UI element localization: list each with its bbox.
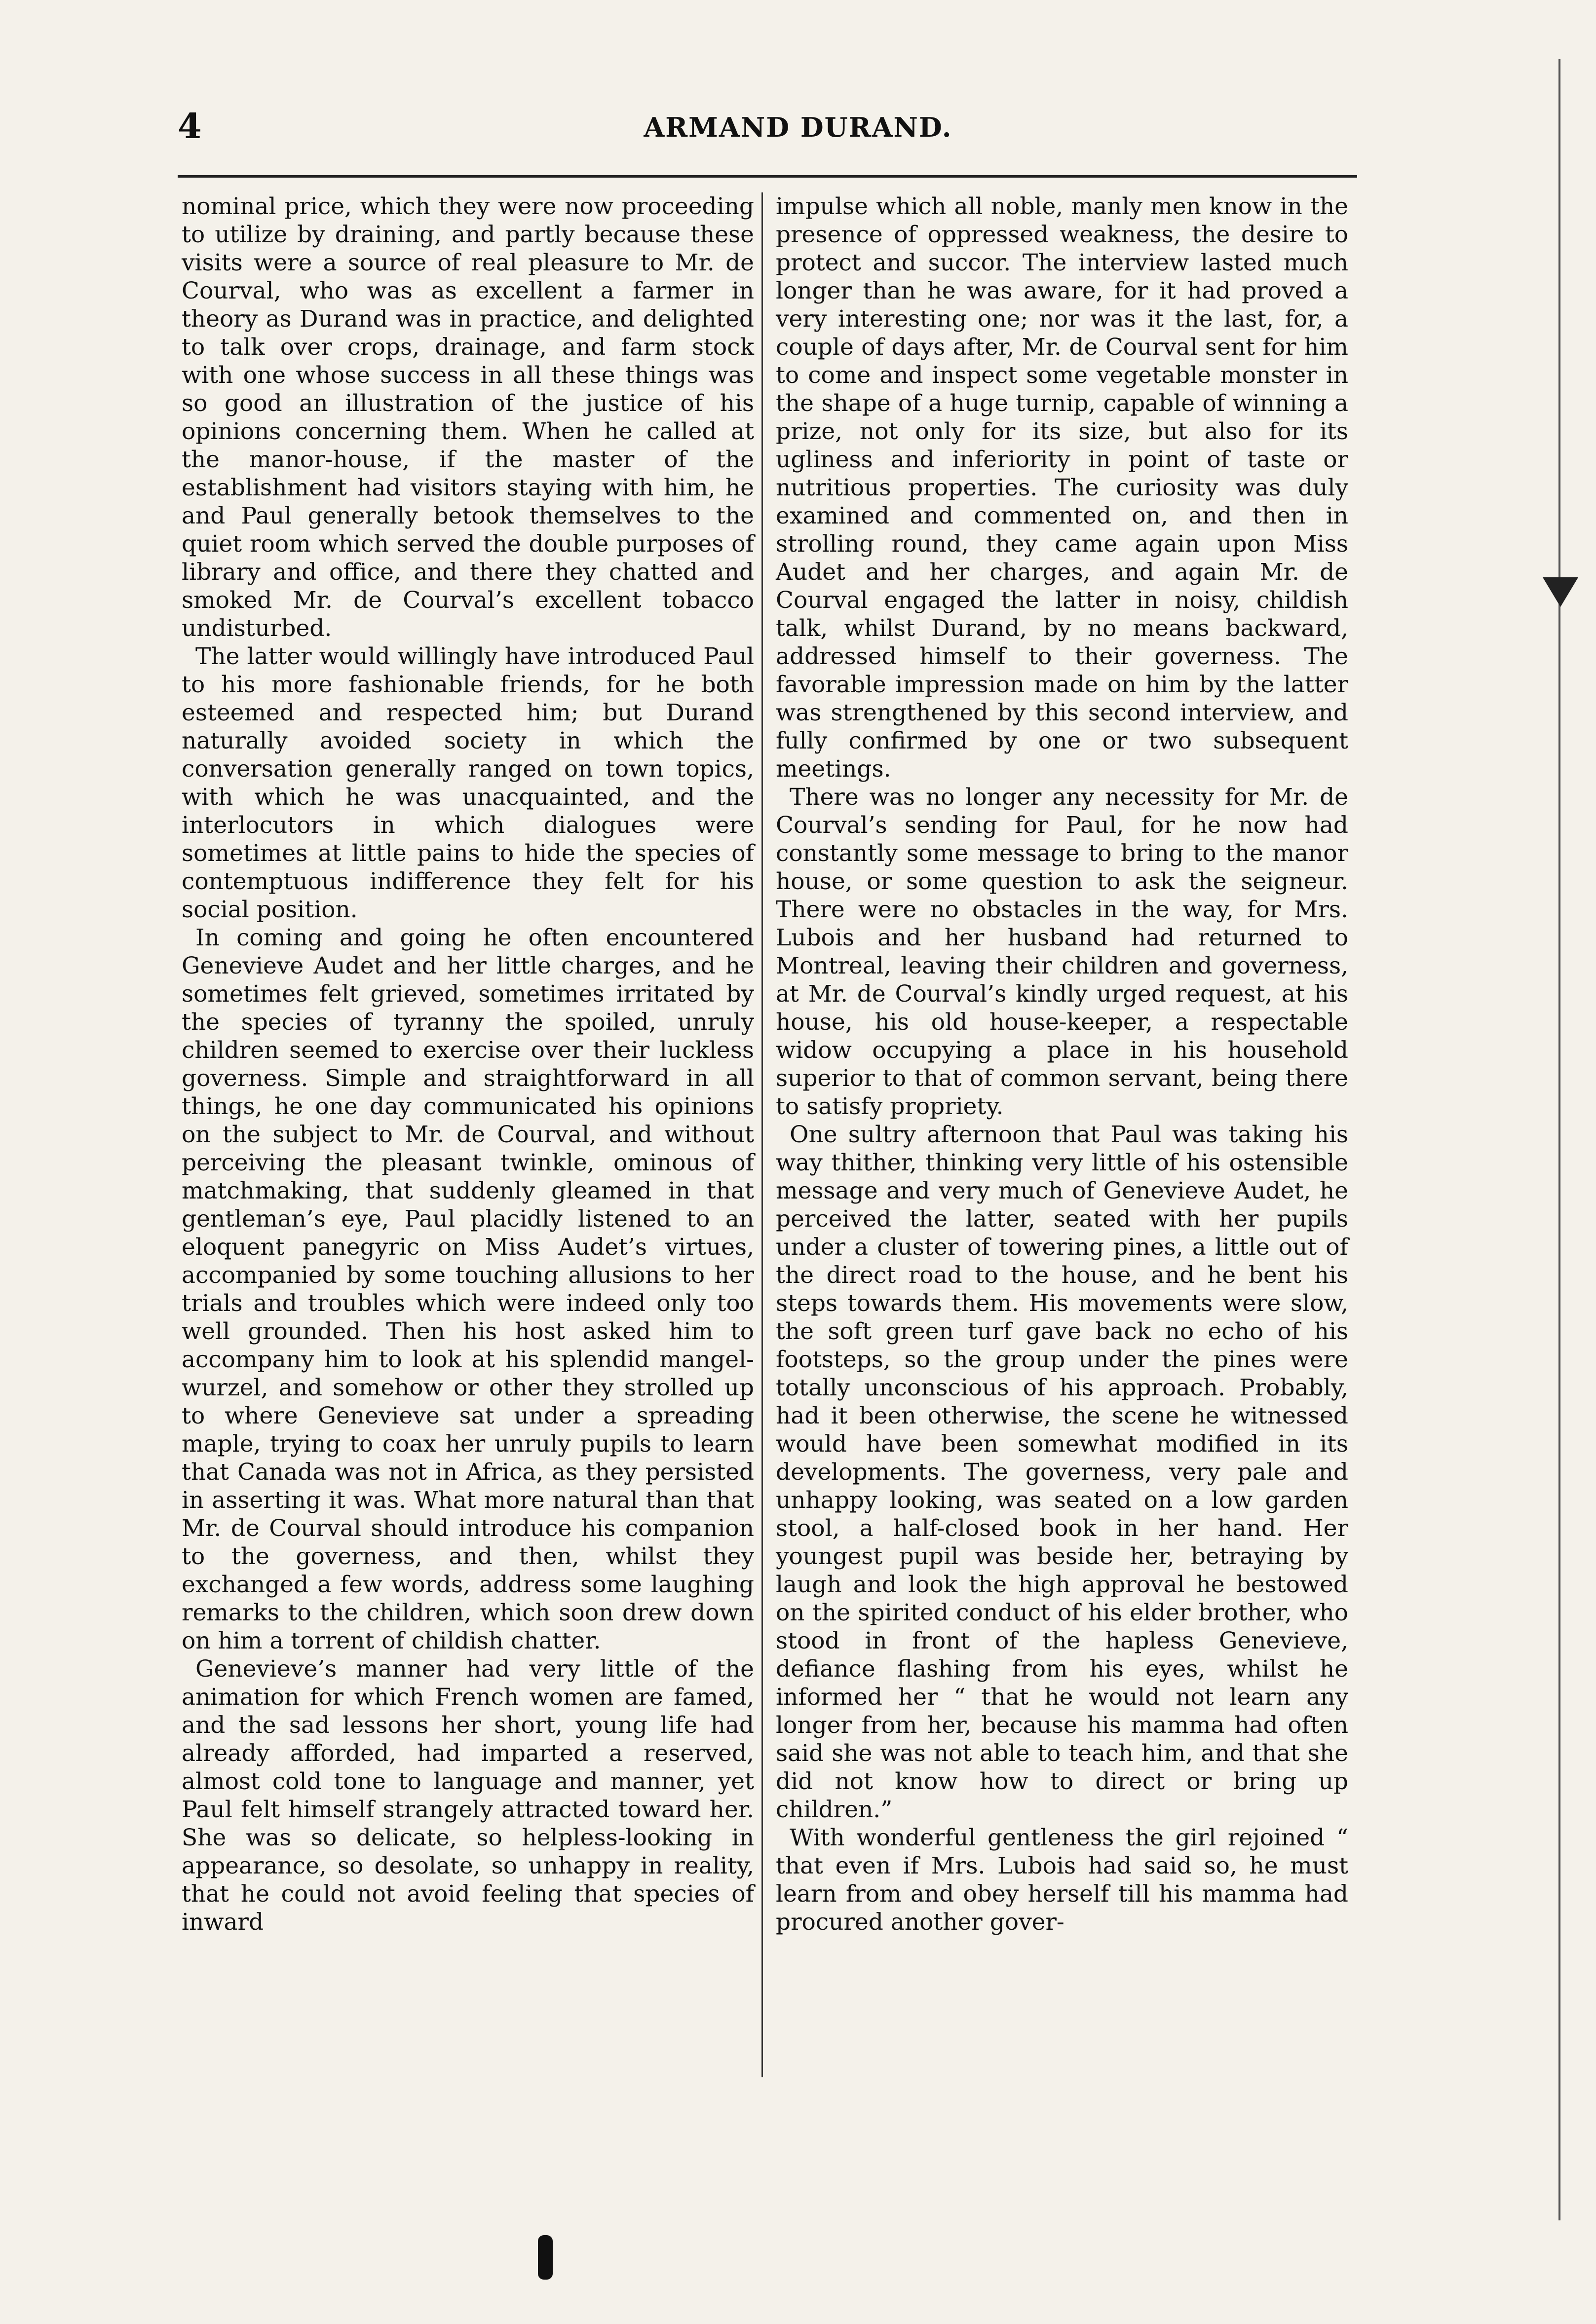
- paragraph: With wonderful gentleness the girl rejoined “ that even if Mrs. Lubois had said so, he must learn from and obey herself till his mamma had procured another gover-: [776, 1824, 1348, 1936]
- column-rule: [761, 192, 763, 2077]
- margin-line: [1558, 59, 1560, 2220]
- left-column: [182, 192, 754, 1936]
- paragraph: There was no longer any necessity for Mr. de Courval’s sending for Paul, for he now had constantly some message to bring to the manor house, or some question to ask the seigneur. There were no obstacles in the way, for Mrs. Lubois and her husband had returned to Montreal, leaving their children and governess, at Mr. de Courval’s kindly urged request, at his house, his old house-keeper, a respectable widow occupying a place in his household superior to that of common servant, being there to satisfy propriety.: [776, 784, 1348, 1120]
- paragraph: nominal price, which they were now proceeding to utilize by draining, and partly because these visits were a source of real pleasure to Mr. de Courval, who was as excellent a farmer in theory as Durand was in practice, and delighted to talk over crops, drainage, and farm stock with one whose success in all these things was so good an illustration of the justice of his opinions concerning them. When he called at the manor-house, if the master of the establishment had visitors staying with him, he and Paul generally betook themselves to the quiet room which served the double purposes of library and office, and there they chatted and smoked Mr. de Courval’s excellent tobacco undisturbed.: [182, 193, 754, 642]
- header-rule: [178, 175, 1357, 178]
- page-number: 4: [178, 106, 202, 147]
- margin-arrow-icon: [1543, 577, 1578, 607]
- right-column: [776, 192, 1348, 1936]
- ink-blot: [538, 2235, 553, 2280]
- paragraph: One sultry afternoon that Paul was taking his way thither, thinking very little of his ostensible message and very much of Genevieve Audet, he perceived the latter, seated with her pupils under a cluster of towering pines, a little out of the direct road to the house, and he bent his steps towards them. His movements were slow, the soft green turf gave back no echo of his footsteps, so the group under the pines were totally unconscious of his approach. Probably, had it been otherwise, the scene he witnessed would have been somewhat modified in its developments. The governess, very pale and unhappy looking, was seated on a low garden stool, a half-closed book in her hand. Her youngest pupil was beside her, betraying by laugh and look the high approval he bestowed on the spirited conduct of his elder brother, who stood in front of the hapless Genevieve, defiance flashing from his eyes, whilst he informed her “ that he would not learn any longer from her, because his mamma had often said she was not able to teach him, and that she did not know how to direct or bring up children.”: [776, 1121, 1348, 1823]
- running-header: ARMAND DURAND.: [644, 112, 952, 143]
- paragraph: Genevieve’s manner had very little of the animation for which French women are famed, and the sad lessons her short, young life had already afforded, had imparted a reserved, almost cold tone to language and manner, yet Paul felt himself strangely attracted toward her. She was so delicate, so helpless-looking in appearance, so desolate, so unhappy in reality, that he could not avoid feeling that species of inward: [182, 1655, 754, 1936]
- paragraph: The latter would willingly have introduced Paul to his more fashionable friends, for he both esteemed and respected him; but Durand naturally avoided society in which the conversation generally ranged on town topics, with which he was unacquainted, and the interlocutors in which dialogues were sometimes at little pains to hide the species of contemptuous indifference they felt for his social position.: [182, 643, 754, 923]
- paragraph: In coming and going he often encountered Genevieve Audet and her little charges, and he sometimes felt grieved, sometimes irritated by the species of tyranny the spoiled, unruly children seemed to exercise over their luckless governess. Simple and straightforward in all things, he one day communicated his opinions on the subject to Mr. de Courval, and without perceiving the pleasant twinkle, ominous of matchmaking, that suddenly gleamed in that gentleman’s eye, Paul placidly listened to an eloquent panegyric on Miss Audet’s virtues, accompanied by some touching allusions to her trials and troubles which were indeed only too well grounded. Then his host asked him to accompany him to look at his splendid mangel-wurzel, and somehow or other they strolled up to where Genevieve sat under a spreading maple, trying to coax her unruly pupils to learn that Canada was not in Africa, as they persisted in asserting it was. What more natural than that Mr. de Courval should introduce his companion to the governess, and then, whilst they exchanged a few words, address some laughing remarks to the children, which soon drew down on him a torrent of childish chatter.: [182, 924, 754, 1654]
- paragraph: impulse which all noble, manly men know in the presence of oppressed weakness, the desire to protect and succor. The interview lasted much longer than he was aware, for it had proved a very interesting one; nor was it the last, for, a couple of days after, Mr. de Courval sent for him to come and inspect some vegetable monster in the shape of a huge turnip, capable of winning a prize, not only for its size, but also for its ugliness and inferiority in point of taste or nutritious properties. The curiosity was duly examined and commented on, and then in strolling round, they came again upon Miss Audet and her charges, and again Mr. de Courval engaged the latter in noisy, childish talk, whilst Durand, by no means backward, addressed himself to their governess. The favorable impression made on him by the latter was strengthened by this second interview, and fully confirmed by one or two subsequent meetings.: [776, 193, 1348, 783]
